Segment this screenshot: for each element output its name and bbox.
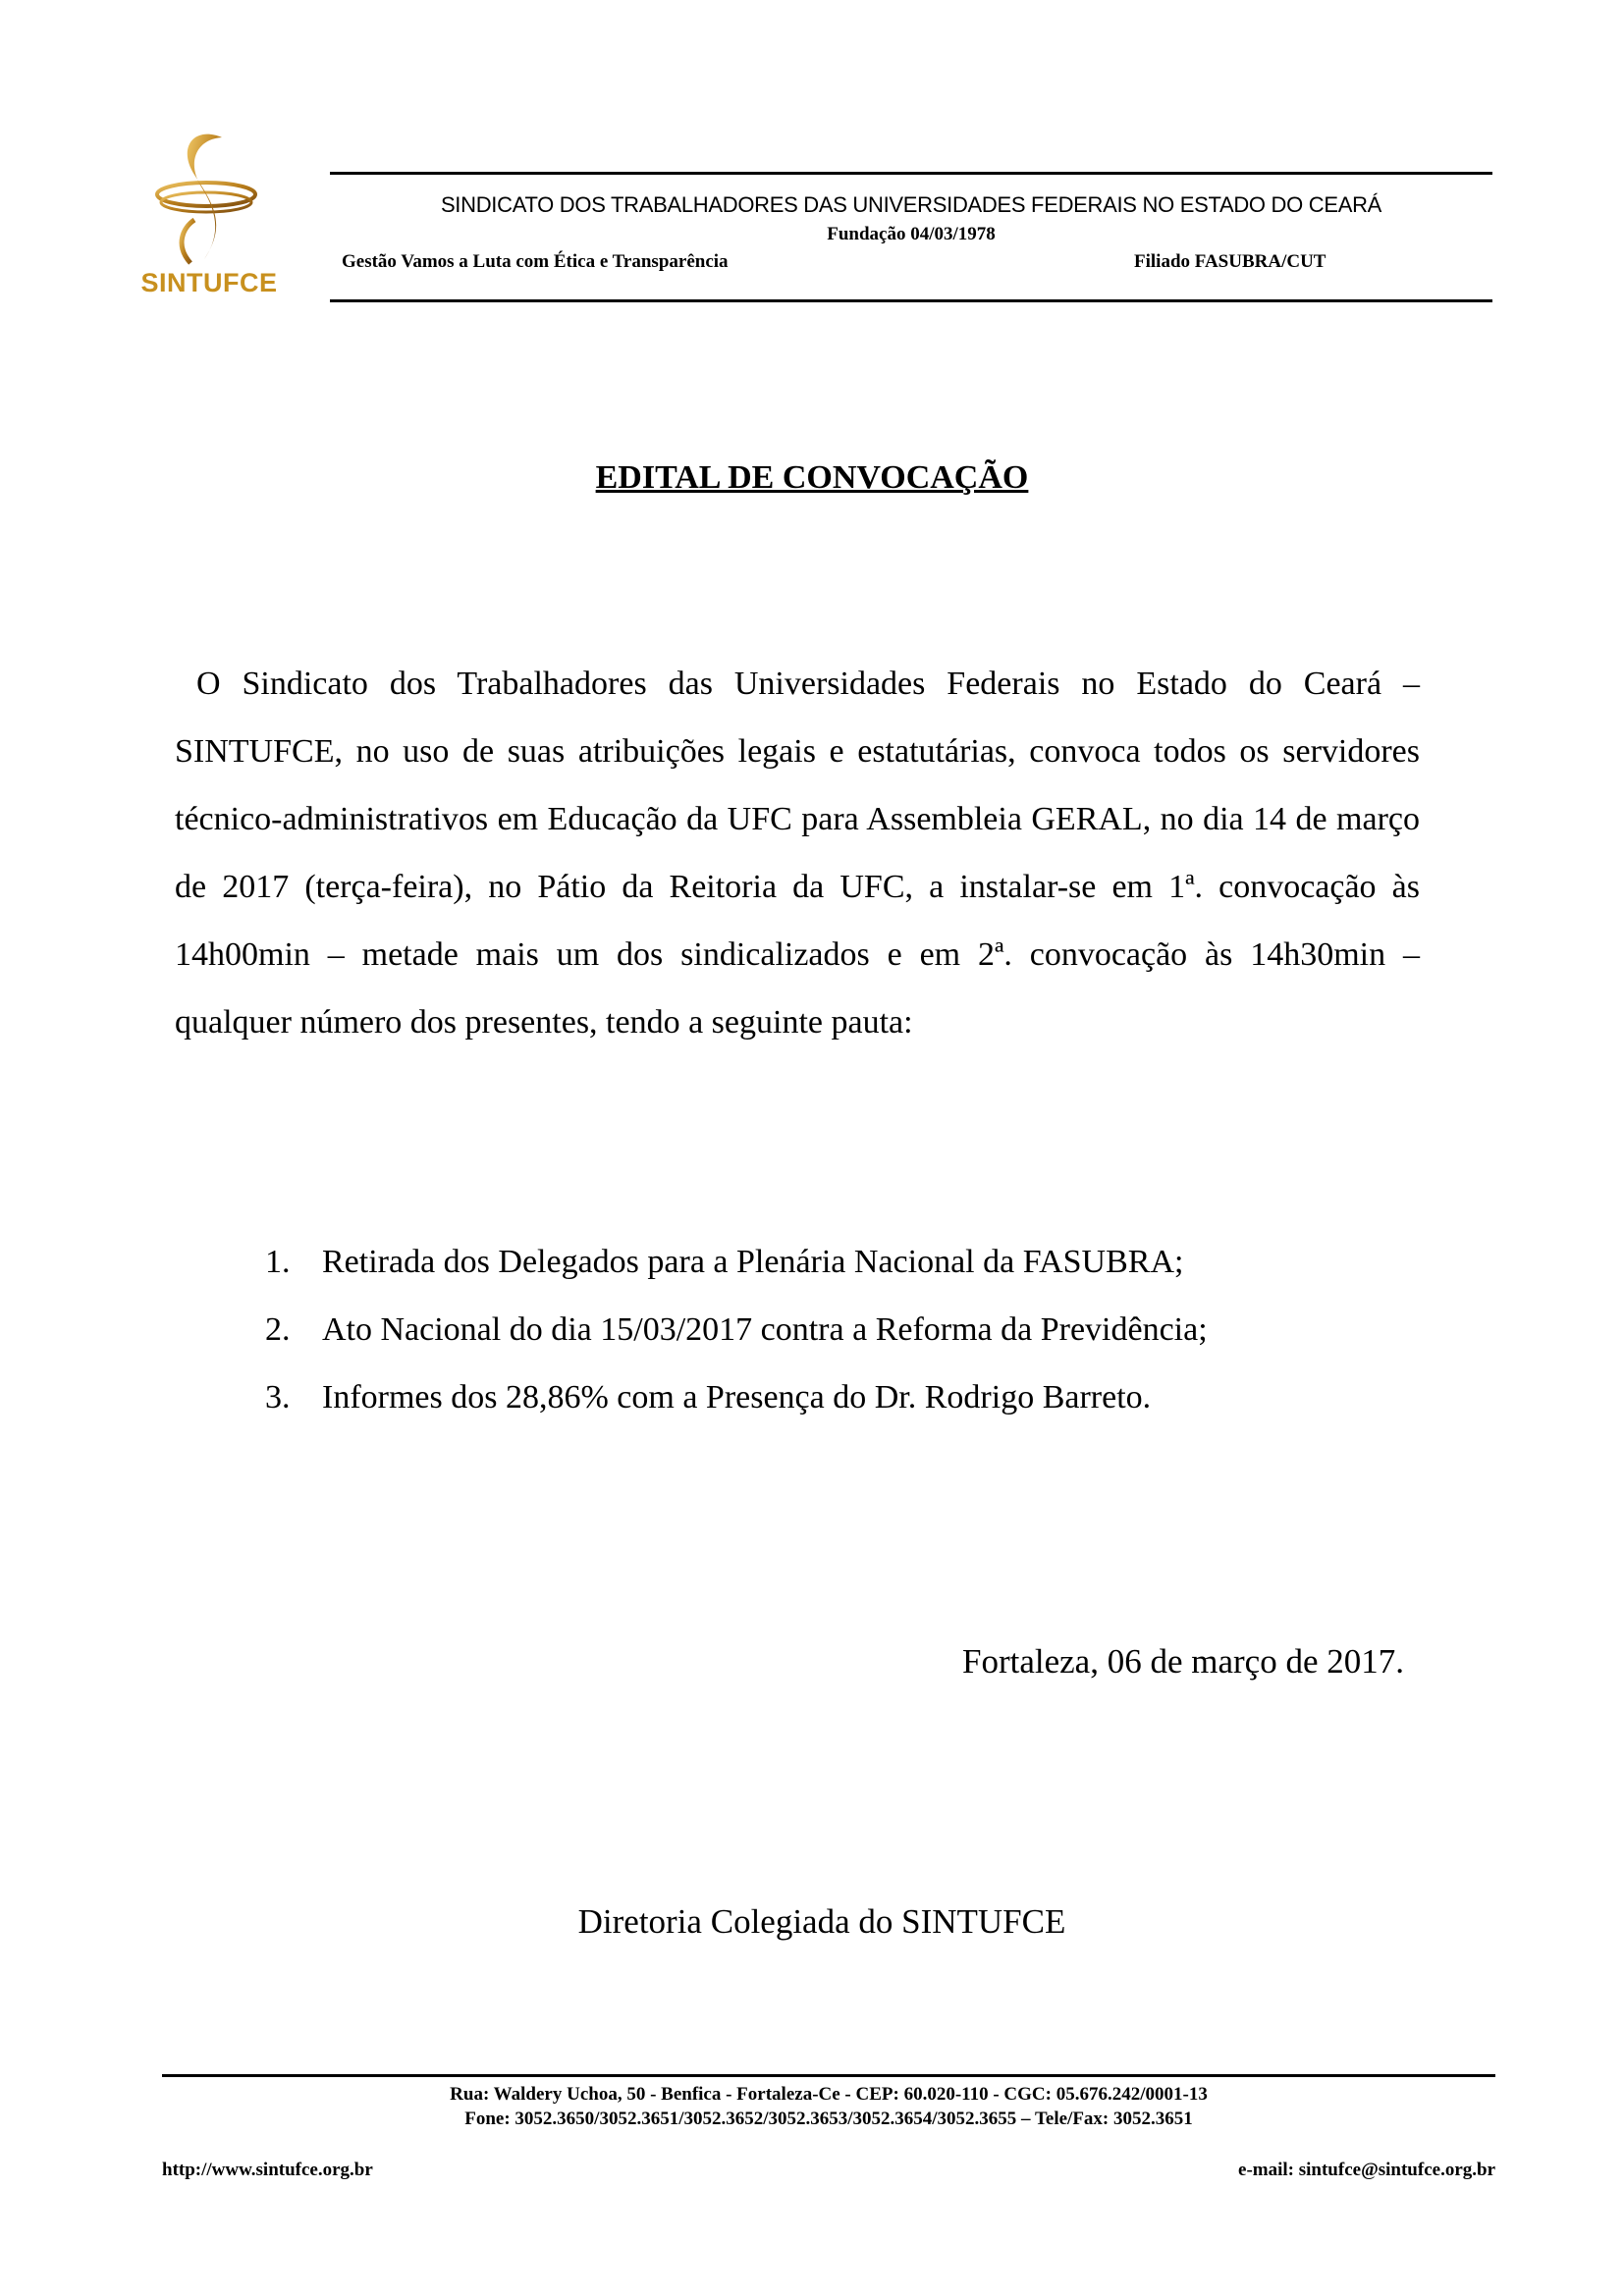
footer-rule bbox=[162, 2074, 1495, 2077]
agenda-item bbox=[265, 1228, 1208, 1296]
union-name: SINDICATO DOS TRABALHADORES DAS UNIVERSIDADES FEDERAIS NO ESTADO DO CEARÁ bbox=[440, 192, 1382, 217]
header-bottom-rule bbox=[330, 299, 1492, 302]
agenda-item-text: Ato Nacional do dia 15/03/2017 contra a Reforma da Previdência; bbox=[322, 1311, 1208, 1348]
agenda-list bbox=[265, 1228, 1208, 1431]
sintufce-logo bbox=[126, 126, 293, 302]
affiliation: Filiado FASUBRA/CUT bbox=[1134, 251, 1326, 272]
footer-email-link[interactable]: e-mail: sintufce@sintufce.org.br bbox=[1238, 2160, 1495, 2180]
agenda-item-text: Informes dos 28,86% com a Presença do Dr. Rodrigo Barreto. bbox=[322, 1379, 1152, 1415]
document-title bbox=[0, 459, 1624, 497]
footer-address: Rua: Waldery Uchoa, 50 - Benfica - Fortaleza-Ce - CEP: 60.020-110 - CGC: 05.676.242/0001-13 bbox=[450, 2084, 1208, 2105]
founded-date: Fundação 04/03/1978 bbox=[827, 224, 996, 244]
logo-text: SINTUFCE bbox=[140, 268, 278, 297]
place-date: Fortaleza, 06 de março de 2017. bbox=[962, 1642, 1404, 1681]
logo-emblem-icon bbox=[126, 126, 293, 273]
convocation-text: O Sindicato dos Trabalhadores das Universidades Federais no Estado do Ceará – SINTUFCE, no uso de suas atribuições legais e estatutárias, convoca todos os servidores técnico-administrativos em Educação da UFC para Assembleia GERAL, no dia 14 de março de 2017 (terça-feira), no Pátio da Reitoria da UFC, a instalar-se em 1ª. convocação às 14h00min – metade mais um dos sindicalizados e em 2ª. convocação às 14h30min – qualquer número dos presentes, tendo a seguinte pauta: bbox=[175, 666, 1420, 1041]
agenda-item-number: 2. bbox=[265, 1311, 291, 1348]
agenda-item-number: 3. bbox=[265, 1379, 291, 1415]
agenda-item-number: 1. bbox=[265, 1244, 291, 1280]
signature: Diretoria Colegiada do SINTUFCE bbox=[577, 1902, 1066, 1941]
convocation-paragraph bbox=[175, 650, 1420, 1056]
header-top-rule bbox=[330, 172, 1492, 175]
agenda-item bbox=[265, 1296, 1208, 1363]
footer-website-link[interactable]: http://www.sintufce.org.br bbox=[162, 2160, 373, 2180]
agenda-item-text: Retirada dos Delegados para a Plenária Nacional da FASUBRA; bbox=[322, 1244, 1184, 1280]
management-slogan: Gestão Vamos a Luta com Ética e Transparência bbox=[342, 251, 729, 272]
footer-phones: Fone: 3052.3650/3052.3651/3052.3652/3052.3653/3052.3654/3052.3655 – Tele/Fax: 3052.3651 bbox=[464, 2109, 1193, 2129]
agenda-item bbox=[265, 1363, 1208, 1431]
document-title-text: EDITAL DE CONVOCAÇÃO bbox=[595, 459, 1029, 496]
